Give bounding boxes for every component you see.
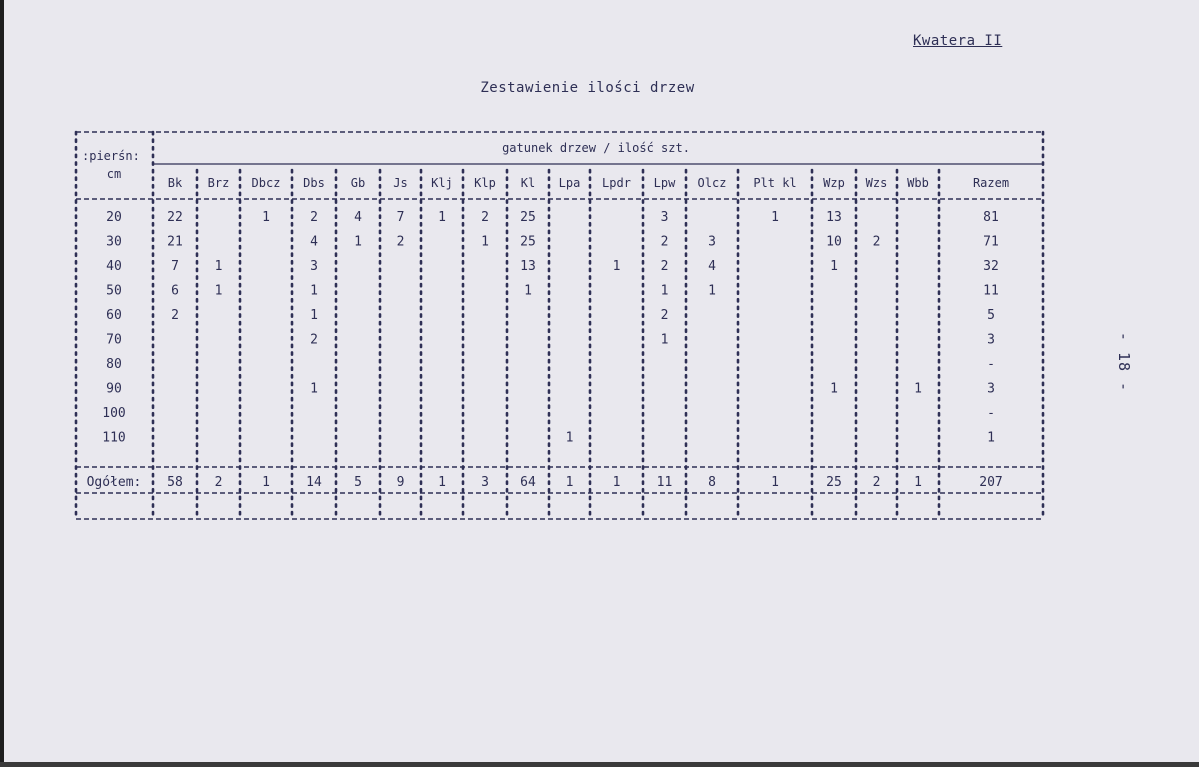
column-header: Klj: [431, 176, 453, 190]
table-cell: 1: [771, 210, 779, 225]
total-cell: 11: [656, 475, 673, 490]
total-cell: 3: [481, 475, 489, 490]
column-header: Wzs: [865, 176, 888, 190]
table-cell: 81: [983, 210, 999, 225]
table-cell: 2: [396, 234, 405, 250]
table-cell: 4: [354, 210, 362, 225]
table-cell: 1: [310, 308, 318, 323]
table-cell: 3: [660, 210, 669, 225]
section-label: Kwatera II: [913, 33, 1003, 49]
total-cell: 5: [354, 475, 362, 490]
table-cell: 6: [171, 283, 179, 299]
total-cell: 25: [826, 475, 842, 490]
total-cell: 1: [612, 475, 621, 490]
column-header: Lpw: [653, 176, 676, 190]
total-cell: 1: [771, 475, 779, 490]
total-cell: 1: [438, 475, 446, 490]
table-cell: 1: [481, 234, 489, 250]
column-header: Klp: [474, 176, 496, 190]
total-cell: 1: [565, 475, 574, 490]
row-label: 30: [106, 234, 122, 250]
total-cell: 64: [520, 475, 536, 490]
table-cell: 1: [354, 234, 362, 250]
table-cell: 1: [214, 259, 223, 274]
column-header: Dbcz: [251, 176, 281, 190]
table-cell: 3: [708, 234, 716, 250]
column-header: Brz: [207, 176, 230, 190]
table-cell: 1: [830, 381, 838, 397]
table-cell: 1: [660, 283, 669, 299]
total-cell: 8: [708, 475, 716, 490]
total-cell: 1: [262, 475, 270, 490]
column-header: Bk: [167, 176, 183, 190]
row-label: 40: [106, 259, 122, 274]
column-header: Js: [393, 176, 408, 190]
column-header: Kl: [520, 176, 536, 190]
document-title: Zestawienie ilości drzew: [480, 80, 695, 96]
table-cell: 1: [987, 430, 995, 446]
total-cell: 58: [167, 475, 183, 490]
table-cell: 1: [438, 210, 446, 225]
total-cell: 1: [914, 475, 922, 490]
table-cell: 2: [481, 210, 489, 225]
table-cell: 32: [983, 259, 999, 274]
table-cell: 3: [987, 381, 995, 397]
table-cell: 1: [660, 332, 669, 348]
row-label: 60: [106, 308, 122, 323]
table-cell: 1: [914, 381, 922, 397]
table-cell: 2: [660, 259, 669, 274]
table-cell: 21: [167, 234, 183, 250]
column-header: Wzp: [823, 176, 845, 190]
table-cell: 11: [983, 283, 999, 299]
column-header: Plt kl: [753, 176, 797, 190]
column-header-diameter: :pierśn:: [82, 149, 140, 163]
table-cell: 7: [396, 210, 405, 225]
column-header: Gb: [350, 176, 366, 190]
table-cell: 1: [310, 381, 318, 397]
table-cell: 13: [826, 210, 842, 225]
table-cell: 4: [708, 259, 716, 274]
column-header-diameter-unit: cm: [106, 167, 122, 181]
table-cell: 1: [310, 283, 318, 299]
row-label: 70: [106, 332, 122, 348]
table-rules: [76, 132, 1043, 519]
table-cell: 1: [565, 430, 574, 446]
column-header: Olcz: [697, 176, 727, 190]
total-cell: 207: [979, 475, 1003, 490]
table-cell: 2: [872, 234, 881, 250]
column-header: Wbb: [907, 176, 929, 190]
column-header: Razem: [972, 176, 1010, 190]
table-cell: 10: [826, 234, 842, 250]
table-cell: 1: [830, 259, 838, 274]
column-header: Lpdr: [602, 176, 631, 190]
total-cell: 9: [396, 475, 405, 490]
table-cell: -: [987, 406, 995, 421]
table-cell: 71: [983, 234, 999, 250]
row-label: 90: [106, 381, 122, 397]
table-cell: 7: [171, 259, 179, 274]
total-cell: 2: [872, 475, 881, 490]
table-cell: 1: [214, 283, 223, 299]
table-cell: 1: [612, 259, 621, 274]
column-header: Lpa: [558, 176, 581, 190]
row-label: 50: [106, 283, 122, 299]
table-cell: 2: [310, 332, 318, 348]
table-cell: 3: [987, 332, 995, 348]
table-cell: 1: [708, 283, 716, 299]
row-label: 100: [102, 406, 126, 421]
table-cell: -: [987, 357, 995, 372]
table-cell: 2: [310, 210, 318, 225]
table-cell: 2: [660, 308, 669, 323]
row-label: 20: [106, 210, 122, 225]
table-cell: 13: [520, 259, 536, 274]
table-cell: 1: [262, 210, 270, 225]
total-row-label: Ogółem:: [86, 475, 142, 490]
table-cell: 25: [520, 210, 536, 225]
table-cells: [82, 141, 1009, 490]
table-cell: 4: [310, 234, 318, 250]
table-cell: 5: [987, 308, 995, 323]
total-cell: 2: [214, 475, 223, 490]
total-cell: 14: [306, 475, 322, 490]
table-cell: 3: [310, 259, 318, 274]
table-cell: 1: [524, 283, 532, 299]
table-cell: 2: [660, 234, 669, 250]
row-label: 80: [106, 357, 122, 372]
table-cell: 22: [167, 210, 183, 225]
group-header-species: gatunek drzew / ilość szt.: [502, 141, 690, 155]
table-cell: 2: [171, 308, 179, 323]
column-header: Dbs: [303, 176, 325, 190]
table-cell: 25: [520, 234, 536, 250]
row-label: 110: [102, 430, 126, 446]
page-number-text: - 18 -: [1115, 331, 1133, 393]
